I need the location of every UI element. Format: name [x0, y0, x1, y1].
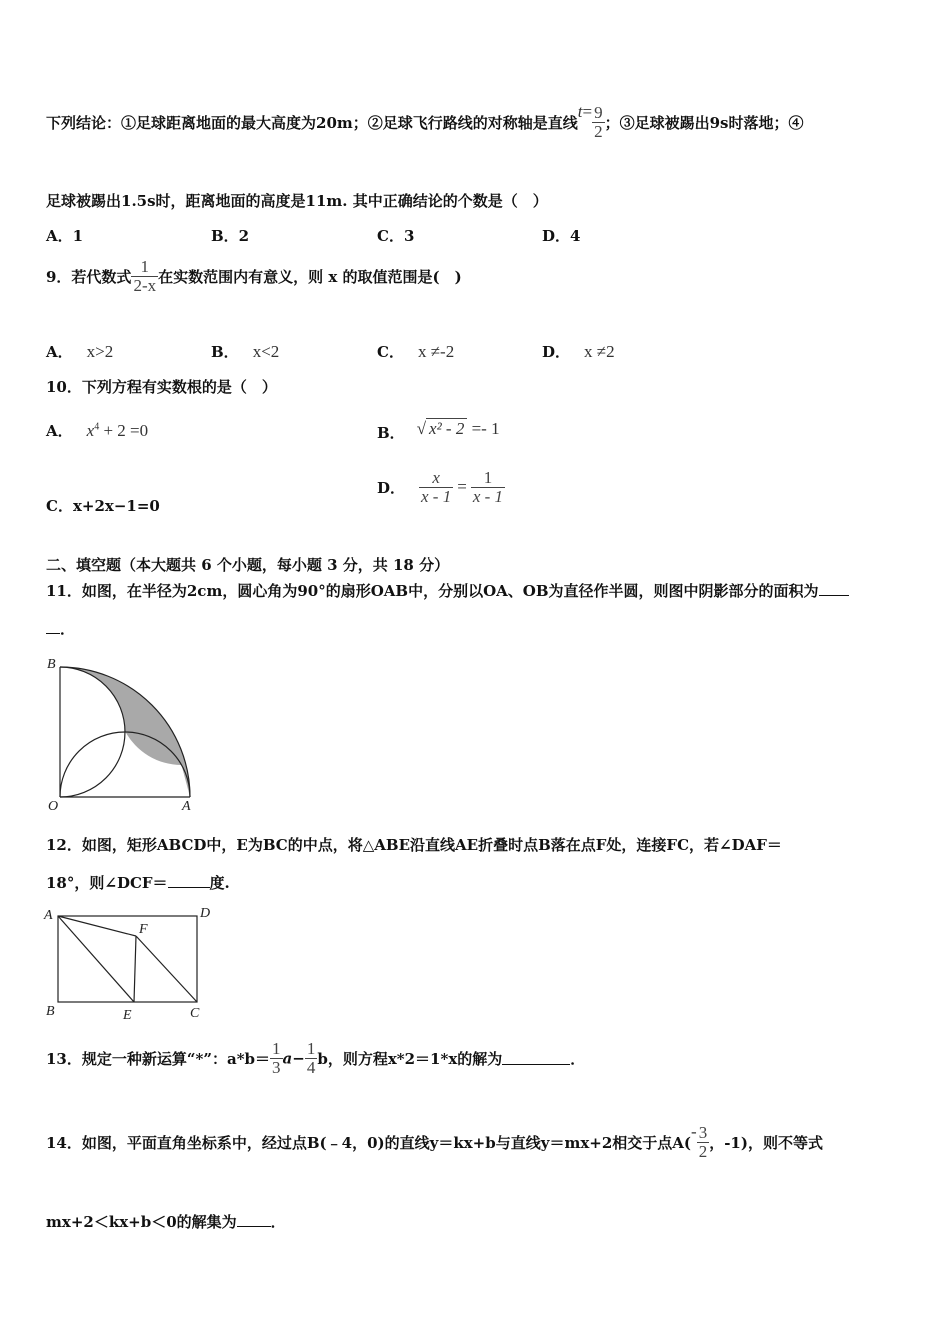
q12-segment-ae [58, 916, 134, 1002]
q9-option-c [377, 341, 454, 362]
q9-fraction [131, 258, 158, 295]
q9-option-d-label: D． [542, 343, 571, 361]
q14-f-den: 2 [698, 1141, 708, 1161]
q10-option-d [377, 469, 505, 506]
q8-t-den: 2 [594, 121, 603, 141]
q13-f1-num: 1 [272, 1039, 281, 1058]
q13-f2-den: 4 [306, 1057, 316, 1077]
q12-label-f: F [139, 922, 148, 937]
q9-option-b-label: B． [211, 343, 239, 361]
q9-option-c-value: x ≠-2 [417, 342, 455, 361]
q9-pre: 9．若代数式 [46, 267, 132, 286]
q13-line [46, 1040, 585, 1077]
q14-f-num: 3 [698, 1123, 708, 1142]
q10-d-den1: x - 1 [421, 486, 452, 506]
q8-line1 [46, 104, 803, 141]
q11-label-b: B [47, 657, 56, 672]
q10-option-d-label: D． [377, 478, 406, 497]
q13-fraction-1 [270, 1040, 283, 1077]
q9-option-b [211, 341, 279, 362]
q13-post: b，则方程x*2＝1*x的解为 [317, 1049, 503, 1068]
q14-end: ． [270, 1213, 286, 1231]
q11-figure [44, 652, 204, 814]
q8-line2: 足球被踢出1.5s时，距离地面的高度是11m. 其中正确结论的个数是（ ） [46, 192, 548, 210]
q10-option-b [377, 418, 500, 442]
q12-line2-pre: 18°，则∠DCF＝ [46, 874, 168, 892]
q14-neg-sign: - [691, 1122, 697, 1142]
q10-d-frac1 [419, 469, 453, 506]
q8-t-eq: = [582, 102, 593, 122]
q10-d-den2: x - 1 [472, 486, 504, 506]
q12-segment-ef [134, 936, 136, 1002]
q9-option-a-value: x>2 [86, 342, 114, 361]
q12-label-d: D [200, 906, 211, 921]
q11-label-o: O [48, 799, 59, 814]
q8-t-var: t [577, 102, 583, 122]
q9-frac-den: 2-x [133, 275, 157, 295]
q9-option-d-value: x ≠2 [584, 342, 615, 361]
q11-text [46, 580, 849, 601]
q9-post: 在实数范围内有意义，则 x 的取值范围是( ) [158, 267, 462, 286]
q13-fraction-2 [305, 1040, 318, 1077]
q10-d-eq: = [457, 477, 467, 497]
q9-stem [46, 258, 462, 295]
q11-label-a: A [182, 799, 191, 814]
q10-a-rest: + 2 =0 [99, 421, 149, 440]
q13-f1-den: 3 [272, 1057, 281, 1077]
q12-label-b: B [46, 1004, 55, 1019]
q8-intro: 下列结论：①足球距离地面的最大高度为20m；②足球飞行路线的对称轴是直线 [46, 113, 578, 132]
q11-blank-part2 [46, 621, 60, 634]
q9-frac-num: 1 [131, 258, 158, 277]
q10-b-radical-sign: √ [416, 419, 427, 438]
q10-stem: 10．下列方程有实数根的是（ ） [46, 378, 277, 396]
q12-label-a: A [44, 908, 53, 923]
q12-figure [42, 902, 220, 1028]
q11-text-body: 11．如图，在半径为2cm，圆心角为90°的扇形OAB中，分别以OA、OB为直径作半圆，则图中阴影部分的面积为 [46, 582, 819, 600]
q13-mid: a− [282, 1049, 305, 1068]
q12-rectangle-abcd [58, 916, 197, 1002]
q10-d-num1: x [419, 469, 453, 488]
q10-a-exp: 4 [94, 421, 100, 433]
q14-line2-text: mx+2＜kx+b＜0的解集为 [46, 1213, 237, 1231]
q12-label-e: E [123, 1008, 132, 1023]
q13-blank [502, 1052, 570, 1065]
q8-t-num: 9 [594, 103, 603, 122]
q12-line1: 12．如图，矩形ABCD中，E为BC的中点，将△ABE沿直线AE折叠时点B落在点F处，连接FC，若∠DAF＝ [46, 836, 782, 854]
q8-option-c: C．3 [377, 227, 415, 245]
q8-option-b: B．2 [211, 227, 250, 245]
q12-line2 [46, 872, 230, 893]
q8-t-fraction [592, 104, 605, 141]
q10-option-c: C．x+2x−1=0 [46, 497, 160, 515]
q14-pre: 14．如图，平面直角坐标系中，经过点B(﹣4，0)的直线y＝kx+b与直线y＝mx+2相交于点A( [46, 1133, 692, 1152]
q14-line1 [46, 1124, 823, 1161]
q14-blank [237, 1214, 271, 1227]
q8-option-a: A．1 [46, 227, 84, 245]
q10-option-b-label: B． [377, 424, 405, 442]
q13-end: ． [570, 1049, 586, 1068]
q10-option-b-expr [417, 419, 500, 438]
q8-option-d: D．4 [542, 227, 581, 245]
q10-b-radicand: x² - 2 [426, 418, 467, 438]
q11-blank-part1 [819, 583, 849, 596]
q10-d-frac2 [471, 469, 505, 506]
q9-option-c-label: C． [377, 343, 404, 361]
q12-segment-fc [136, 936, 197, 1002]
q9-option-b-value: x<2 [252, 342, 280, 361]
q10-b-rest: =- 1 [467, 419, 500, 438]
q9-option-a-label: A． [46, 343, 73, 361]
q14-fraction [697, 1124, 710, 1161]
q13-pre: 13．规定一种新运算“*”：a*b＝ [46, 1049, 271, 1068]
q12-line2-post: 度. [209, 874, 230, 892]
q10-d-num2: 1 [471, 469, 505, 488]
q8-after: ；③足球被踢出9s时落地；④ [604, 113, 804, 132]
q12-label-c: C [190, 1006, 200, 1021]
q13-f2-num: 1 [306, 1039, 316, 1058]
q10-option-a-label: A． [46, 422, 73, 440]
q9-option-d [542, 341, 615, 362]
q10-option-a-expr [87, 421, 148, 440]
q10-a-base: x [86, 421, 95, 440]
q14-post: ，-1)，则不等式 [709, 1133, 823, 1152]
q9-option-a [46, 341, 113, 362]
q14-line2 [46, 1211, 286, 1232]
q10-option-a [46, 420, 148, 441]
section2-title: 二、填空题（本大题共 6 个小题，每小题 3 分，共 18 分） [46, 556, 450, 574]
q12-segment-af [58, 916, 136, 936]
q11-line2 [46, 618, 75, 639]
q12-blank [168, 875, 210, 888]
q11-end: ． [60, 620, 76, 638]
